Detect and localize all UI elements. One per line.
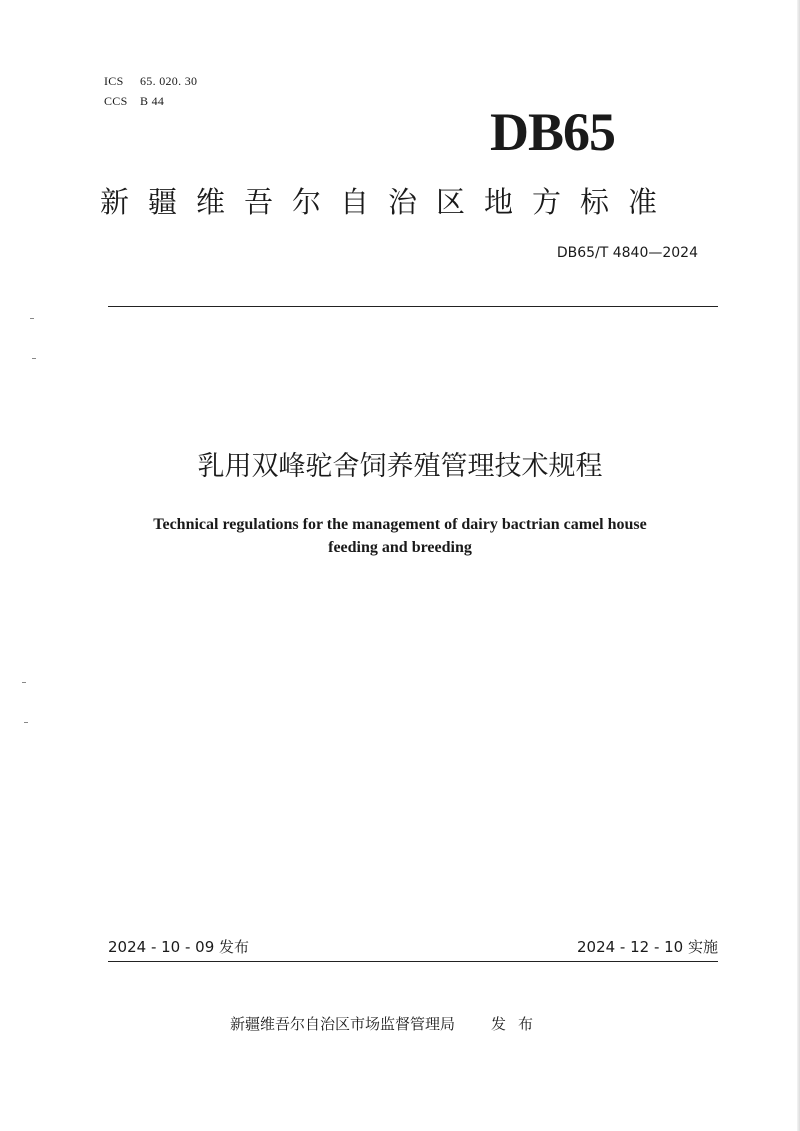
ics-label: ICS <box>104 74 124 88</box>
document-title-en <box>0 513 800 559</box>
title-en-line-1: Technical regulations for the management of dairy bactrian camel house <box>153 516 647 533</box>
ccs-label: CCS <box>104 94 128 108</box>
ics-classification <box>104 74 197 89</box>
implement-date: 2024 - 12 - 10 实施 <box>576 938 718 956</box>
scan-speck <box>30 318 34 319</box>
title-en-line-2: feeding and breeding <box>328 539 472 556</box>
release-date: 2024 - 10 - 09 发布 <box>108 938 250 956</box>
standard-number: DB65/T 4840—2024 <box>556 245 698 261</box>
scan-speck <box>24 722 28 723</box>
header-divider <box>108 306 718 307</box>
scan-speck <box>32 358 36 359</box>
issuer-title: 新疆维吾尔自治区地方标准 <box>100 185 677 219</box>
publisher-name: 新疆维吾尔自治区市场监督管理局 <box>230 1015 456 1033</box>
publisher-line <box>230 1013 545 1035</box>
document-title-zh: 乳用双峰驼舍饲养殖管理技术规程 <box>197 451 603 482</box>
publisher-action: 发布 <box>491 1015 546 1033</box>
ics-code: 65. 020. 30 <box>140 74 198 88</box>
ccs-code: B 44 <box>140 94 165 108</box>
ccs-classification <box>104 94 164 109</box>
standard-mark-logo: DB65 <box>490 102 616 162</box>
footer-divider <box>108 961 718 962</box>
scan-speck <box>22 682 26 683</box>
